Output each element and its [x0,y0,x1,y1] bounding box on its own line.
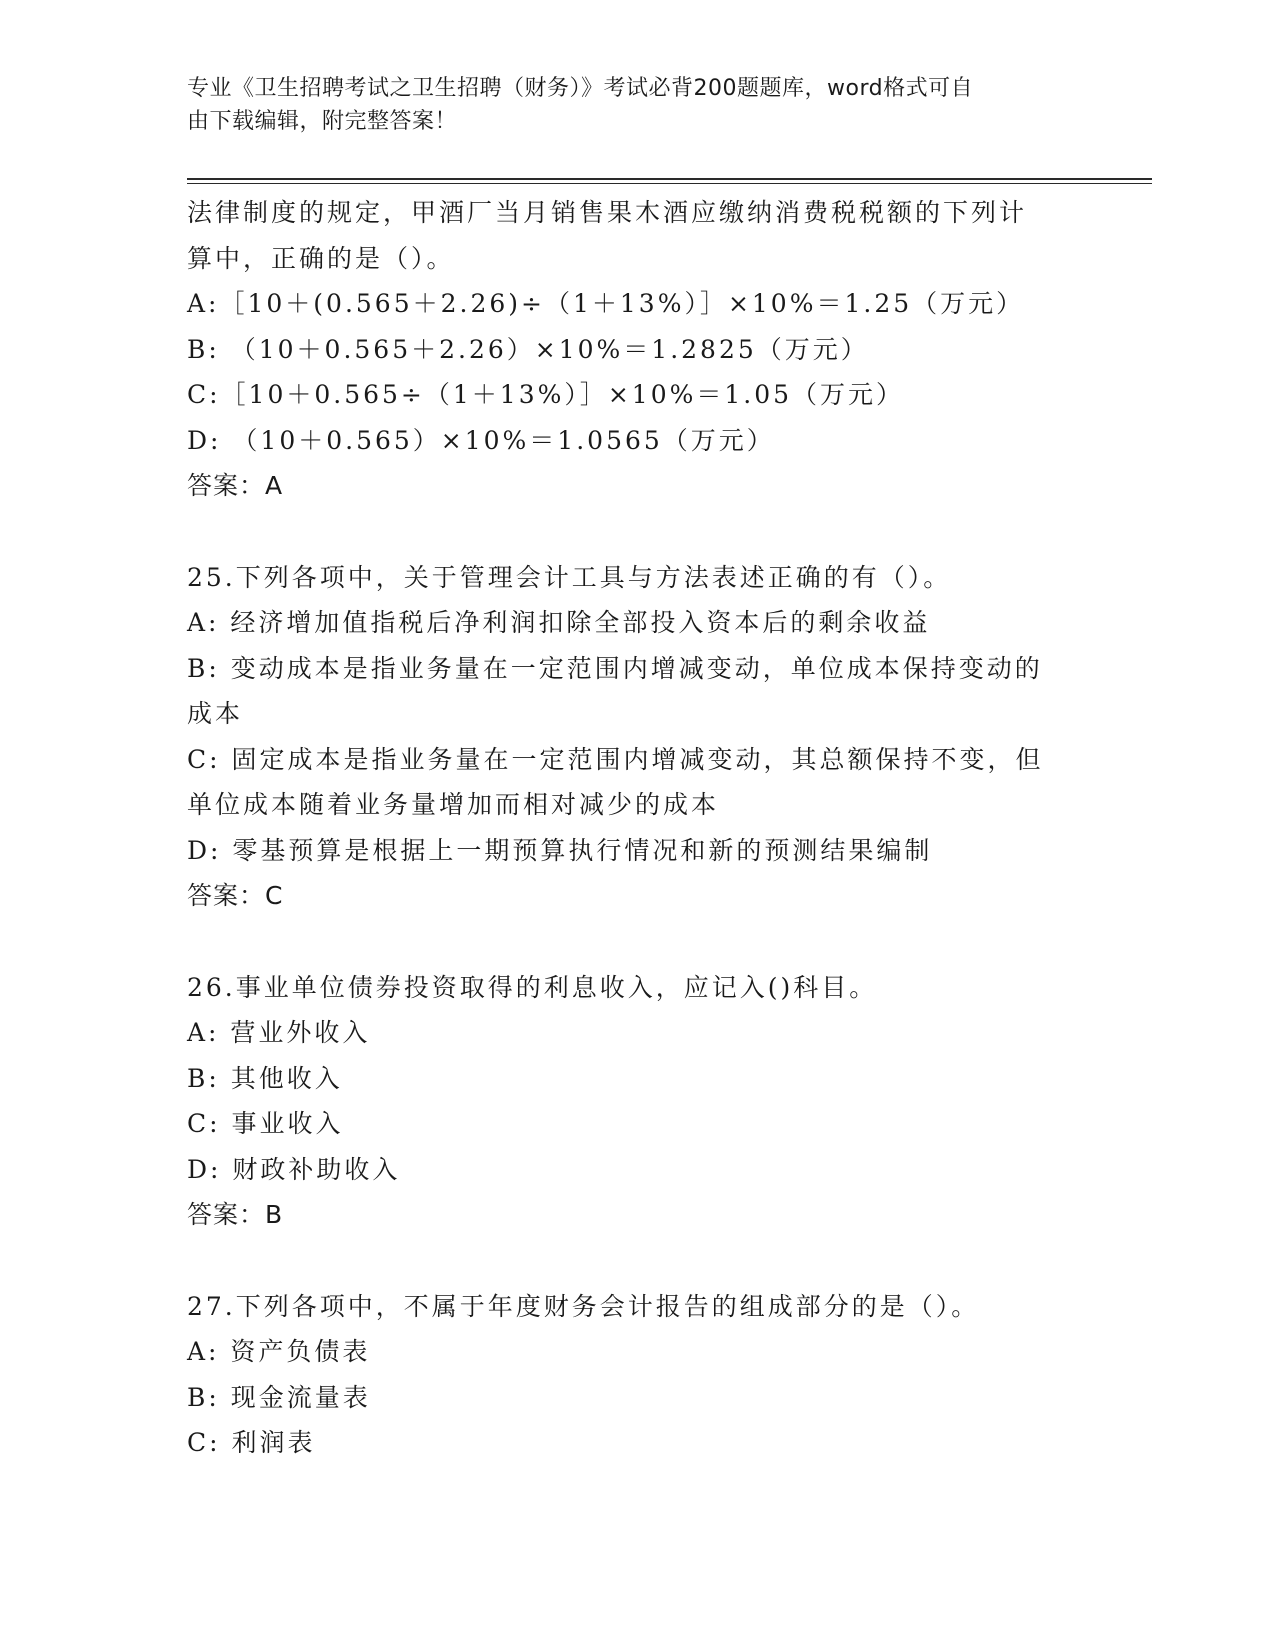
header-divider-thin [187,183,1152,184]
option-c: C: 事业收入 [187,1109,344,1138]
answer-label: 答案：A [187,471,284,500]
question-stem: 26.事业单位债券投资取得的利息收入，应记入()科目。 [187,972,878,1002]
option-d: D: 零基预算是根据上一期预算执行情况和新的预测结果编制 [187,835,933,865]
option-b: B: 现金流量表 [187,1382,371,1412]
question-stem: 27.下列各项中，不属于年度财务会计报告的组成部分的是（）。 [187,1291,980,1321]
option-c: C: 利润表 [187,1428,316,1457]
answer-label: 答案：C [187,881,284,910]
option-d: D: 财政补助收入 [187,1154,401,1184]
option-b: B: （10＋0.565＋2.26）×10%＝1.2825（万元） [187,334,869,364]
option-b: B: 其他收入 [187,1063,343,1093]
option-a: A: 资产负债表 [187,1337,371,1366]
question-list [187,190,1087,1466]
option-a: A: 营业外收入 [187,1018,371,1047]
document-header [187,72,1067,138]
option-c: C:［10＋0.565÷（1＋13%）］×10%＝1.05（万元） [187,380,905,409]
option-c: C: 固定成本是指业务量在一定范围内增减变动，其总额保持不变，但 [187,744,1044,774]
question-26 [187,965,1087,1238]
question-stem: 法律制度的规定，甲酒厂当月销售果木酒应缴纳消费税税额的下列计 [187,198,1028,227]
option-b: B: 变动成本是指业务量在一定范围内增减变动，单位成本保持变动的 [187,653,1043,683]
option-a: A:［10＋(0.565＋2.26)÷（1＋13%）］×10%＝1.25（万元） [187,289,1025,318]
option-b-continued: 成本 [187,699,244,728]
option-c-continued: 单位成本随着业务量增加而相对减少的成本 [187,790,720,819]
question-27 [187,1284,1087,1466]
header-divider-thick [187,178,1152,180]
question-stem: 25.下列各项中，关于管理会计工具与方法表述正确的有（）。 [187,562,952,592]
question-25 [187,555,1087,919]
option-a: A: 经济增加值指税后净利润扣除全部投入资本后的剩余收益 [187,608,931,637]
answer-label: 答案：B [187,1200,284,1229]
question-stem: 算中，正确的是（）。 [187,243,455,273]
question-24 [187,190,1087,509]
option-d: D: （10＋0.565）×10%＝1.0565（万元） [187,425,775,455]
header-line-2: 由下载编辑，附完整答案！ [187,109,458,134]
header-line-1: 专业《卫生招聘考试之卫生招聘（财务）》考试必背200题题库，word格式可自 [187,76,974,101]
